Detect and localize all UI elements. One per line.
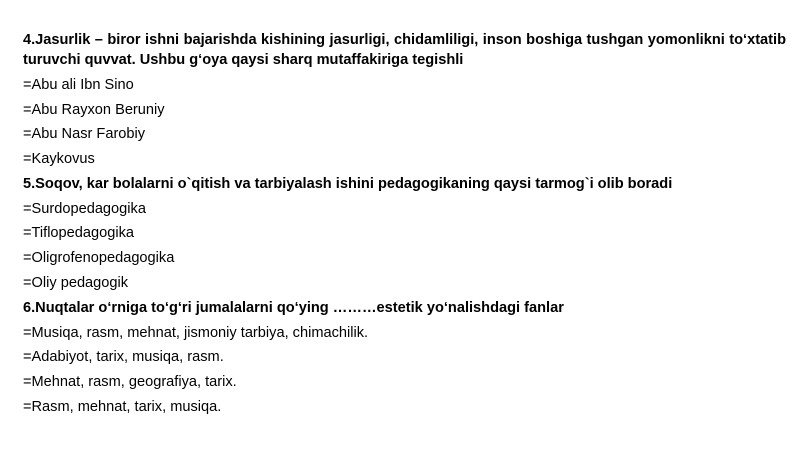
question-4-option-3: =Abu Nasr Farobiy (23, 126, 146, 143)
question-5-option-3: =Oligrofenopedagogika (23, 250, 175, 267)
question-6-option-2: =Adabiyot, tarix, musiqa, rasm. (23, 349, 224, 366)
question-block-4 (23, 30, 786, 169)
question-5-option-2: =Tiflopedagogika (23, 225, 135, 242)
question-5-option-4: =Oliy pedagogik (23, 274, 129, 291)
question-4-text: 4.Jasurlik – biror ishni bajarishda kishining jasurligi, chidamliligi, inson boshiga tushgan yomonlikni to‘xtatib turuvchi quvvat. Ushbu g‘oya qaysi sharq mutaffakiriga tegishli (23, 32, 786, 68)
question-block-6 (23, 298, 786, 417)
question-4-option-2: =Abu Rayxon Beruniy (23, 101, 165, 118)
question-6-option-4: =Rasm, mehnat, tarix, musiqa. (23, 398, 222, 415)
question-block-5 (23, 174, 786, 293)
document-page (23, 30, 786, 421)
question-4-option-1: =Abu ali Ibn Sino (23, 77, 134, 93)
question-5-option-1: =Surdopedagogika (23, 200, 146, 217)
question-6-text: 6.Nuqtalar o‘rniga to‘g‘ri jumalalarni qo‘ying ………estetik yo‘nalishdagi fanlar (23, 299, 564, 316)
question-6-option-3: =Mehnat, rasm, geografiya, tarix. (23, 373, 237, 390)
question-6-option-1: =Musiqa, rasm, mehnat, jismoniy tarbiya, chimachilik. (23, 324, 369, 341)
question-5-text: 5.Soqov, kar bolalarni o`qitish va tarbiyalash ishini pedagogikaning qaysi tarmog`i olib boradi (23, 175, 673, 192)
question-4-option-4: =Kaykovus (23, 151, 95, 168)
